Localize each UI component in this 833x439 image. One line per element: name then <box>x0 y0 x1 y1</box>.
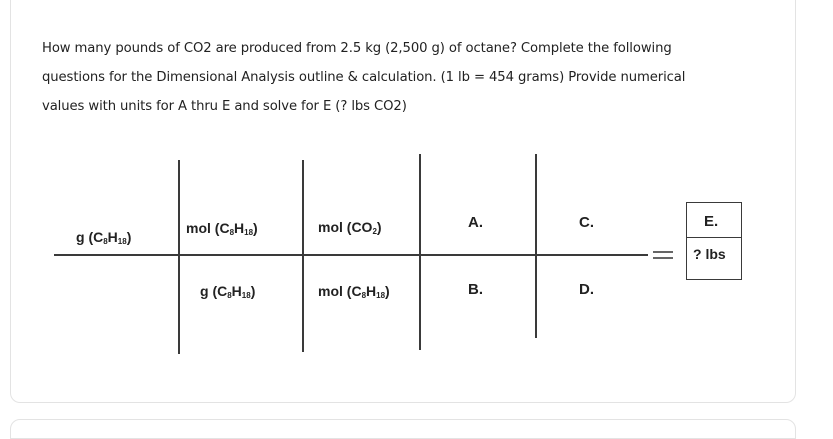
column-divider-4 <box>535 154 537 338</box>
label-a: A. <box>468 214 483 231</box>
column-divider-1 <box>178 160 180 354</box>
result-box <box>686 202 742 280</box>
column-divider-2 <box>302 160 304 352</box>
label-c: C. <box>579 214 594 231</box>
top-cell-3: mol $(CO_2)$ <box>318 219 382 236</box>
bottom-cell-3: mol $(C_8H_{18})$ <box>318 283 390 300</box>
column-divider-3 <box>419 154 421 350</box>
label-e: E. <box>704 213 719 230</box>
label-b: B. <box>468 281 483 298</box>
fraction-bar <box>54 254 648 256</box>
label-d: D. <box>579 281 594 298</box>
question-line-3: values with units for A thru E and solve for E (? lbs CO2) <box>42 99 407 114</box>
result-box-divider <box>687 237 741 238</box>
equals-sign-bottom <box>653 257 673 259</box>
equals-sign-top <box>653 251 673 253</box>
question-line-1: How many pounds of CO2 are produced from 2.5 kg (2,500 g) of octane? Complete the following <box>42 41 672 56</box>
bottom-cell-2: g $(C_8H_{18})$ <box>200 283 256 300</box>
top-cell-1: g $(C_8H_{18})$ <box>76 229 132 246</box>
result-unit: ? lbs <box>693 246 726 262</box>
question-line-2: questions for the Dimensional Analysis outline & calculation. (1 lb = 454 grams) Provide numerical <box>42 70 686 85</box>
top-cell-2: mol $(C_8H_{18})$ <box>186 220 258 237</box>
